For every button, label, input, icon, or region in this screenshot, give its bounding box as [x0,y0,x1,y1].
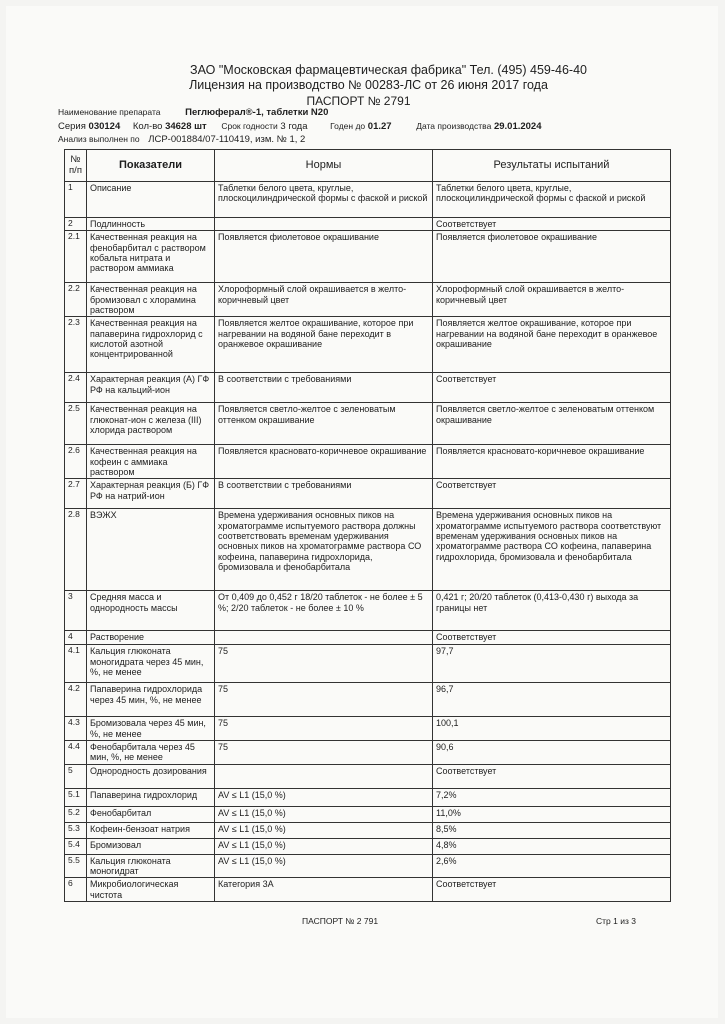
row-result: 97,7 [433,645,671,683]
row-number: 2.3 [65,317,87,373]
valid-until-value: 01.27 [367,121,392,132]
row-result: 7,2% [433,788,671,806]
analysis-label: Анализ выполнен по [58,134,140,144]
row-indicator: Папаверина гидрохлорид [87,788,215,806]
table-row [65,764,671,788]
row-norm: Таблетки белого цвета, круглые, плоскоцилиндрической формы с фаской и риской [215,182,433,218]
table-row [65,445,671,479]
row-number: 4.3 [65,717,87,741]
table-row [65,182,671,218]
document-sheet [6,6,718,1018]
row-indicator: Папаверина гидрохлорида через 45 мин, %, не менее [87,683,215,717]
analysis-value: ЛСР-001884/07-110419, изм. № 1, 2 [148,134,306,145]
row-indicator: Качественная реакция на фенобарбитал с раствором кобальта нитрата и раствором аммиака [87,231,215,283]
company-line: ЗАО "Московская фармацевтическая фабрика" Тел. (495) 459-46-40 [190,63,587,77]
row-result: Появляется светло-желтое с зеленоватым оттенком окрашивание [433,403,671,445]
row-indicator: Характерная реакция (А) ГФ РФ на кальций-ион [87,373,215,403]
passport-title: ПАСПОРТ № 2791 [306,94,411,108]
row-result: Соответствует [433,878,671,902]
valid-until-label: Годен до [330,121,366,131]
row-norm: От 0,409 до 0,452 г 18/20 таблеток - не более ± 5 %; 2/20 таблеток - не более ± 10 % [215,591,433,631]
row-norm: AV ≤ L1 (15,0 %) [215,838,433,854]
row-number: 4 [65,631,87,645]
row-number: 5.1 [65,788,87,806]
row-norm: AV ≤ L1 (15,0 %) [215,806,433,822]
row-number: 2.4 [65,373,87,403]
table-row [65,283,671,317]
row-number: 4.2 [65,683,87,717]
header-number: № п/п [65,150,87,182]
table-row [65,218,671,231]
row-result: 100,1 [433,717,671,741]
row-result: Соответствует [433,373,671,403]
table-row [65,631,671,645]
row-norm: Времена удерживания основных пиков на хроматограмме испытуемого раствора должны соответствовать временам удерживания основных пиков на хроматограмме раствора СО кофеина, папаверина гидрохлорида, бромизовала и фенобарбитала [215,509,433,591]
row-result: 11,0% [433,806,671,822]
drug-name-row [58,107,328,118]
table-header-row [65,150,671,182]
row-number: 1 [65,182,87,218]
row-indicator: Описание [87,182,215,218]
row-indicator: Качественная реакция на кофеин с аммиака раствором [87,445,215,479]
row-indicator: Качественная реакция на глюконат-ион с железа (III) хлорида раствором [87,403,215,445]
row-result: Появляется фиолетовое окрашивание [433,231,671,283]
quantity-value: 34628 шт [165,121,207,132]
analysis-row [58,134,305,145]
table-row [65,854,671,878]
row-result: Времена удерживания основных пиков на хроматограмме испытуемого раствора соответствуют временам удерживания основных пиков на хроматограмме раствора СО кофеина, папаверина гидрохлорида, бромизовала и фенобарбитала [433,509,671,591]
row-number: 4.4 [65,741,87,765]
row-indicator: Бромизовал [87,838,215,854]
row-number: 2.6 [65,445,87,479]
license-line: Лицензия на производство № 00283-ЛС от 26 июня 2017 года [189,78,548,92]
table-row [65,317,671,373]
row-number: 2.1 [65,231,87,283]
row-norm: 75 [215,683,433,717]
table-row [65,403,671,445]
row-indicator: Микробиологическая чистота [87,878,215,902]
table-row [65,838,671,854]
row-result: 0,421 г; 20/20 таблеток (0,413-0,430 г) выхода за границы нет [433,591,671,631]
row-number: 2.2 [65,283,87,317]
row-indicator: Фенобарбитал [87,806,215,822]
row-result: Соответствует [433,764,671,788]
row-result: 8,5% [433,822,671,838]
series-label: Серия [58,121,86,132]
table-row [65,509,671,591]
table-row [65,683,671,717]
shelf-life-value: 3 года [280,121,308,132]
row-indicator: Средняя масса и однородность массы [87,591,215,631]
row-indicator: Подлинность [87,218,215,231]
header-norms: Нормы [215,150,433,182]
header-indicators: Показатели [87,150,215,182]
row-norm: Хлороформный слой окрашивается в желто-коричневый цвет [215,283,433,317]
test-results-table [64,149,671,902]
table-row [65,878,671,902]
row-norm [215,764,433,788]
row-result: 4,8% [433,838,671,854]
row-number: 5.2 [65,806,87,822]
row-result: Появляется желтое окрашивание, которое при нагревании на водяной бане переходит в оранжевое окрашивание [433,317,671,373]
production-date-label: Дата производства [416,121,492,131]
series-row [58,121,542,132]
row-indicator: Бромизовала через 45 мин, %, не менее [87,717,215,741]
row-norm: В соответствии с требованиями [215,479,433,509]
row-number: 2.5 [65,403,87,445]
production-date-value: 29.01.2024 [493,121,542,132]
row-norm: 75 [215,645,433,683]
row-norm [215,631,433,645]
table-row [65,741,671,765]
row-norm: Категория 3А [215,878,433,902]
row-indicator: Однородность дозирования [87,764,215,788]
header-results: Результаты испытаний [433,150,671,182]
row-norm: Появляется красновато-коричневое окрашивание [215,445,433,479]
row-norm: Появляется фиолетовое окрашивание [215,231,433,283]
row-result: 2,6% [433,854,671,878]
row-result: 90,6 [433,741,671,765]
table-row [65,231,671,283]
row-result: 96,7 [433,683,671,717]
row-result: Соответствует [433,631,671,645]
drug-name-value: Пеглюферал®-1, таблетки N20 [185,107,329,118]
row-norm: В соответствии с требованиями [215,373,433,403]
table-row [65,591,671,631]
row-indicator: ВЭЖХ [87,509,215,591]
row-result: Соответствует [433,479,671,509]
row-number: 4.1 [65,645,87,683]
row-norm: AV ≤ L1 (15,0 %) [215,854,433,878]
row-indicator: Качественная реакция на бромизовал с хлорамина раствором [87,283,215,317]
row-indicator: Кофеин-бензоат натрия [87,822,215,838]
shelf-life-label: Срок годности [221,121,278,131]
footer-passport: ПАСПОРТ № 2 791 [302,916,379,926]
table-row [65,645,671,683]
table-row [65,822,671,838]
row-indicator: Характерная реакция (Б) ГФ РФ на натрий-ион [87,479,215,509]
row-number: 5.5 [65,854,87,878]
row-result: Появляется красновато-коричневое окрашивание [433,445,671,479]
table-body [65,182,671,902]
row-norm [215,218,433,231]
row-number: 2.7 [65,479,87,509]
row-norm: Появляется светло-желтое с зеленоватым оттенком окрашивание [215,403,433,445]
row-result: Таблетки белого цвета, круглые, плоскоцилиндрической формы с фаской и риской [433,182,671,218]
row-indicator: Фенобарбитала через 45 мин, %, не менее [87,741,215,765]
row-norm: AV ≤ L1 (15,0 %) [215,822,433,838]
footer-page-number: Стр 1 из 3 [596,916,636,926]
table-row [65,479,671,509]
table-row [65,373,671,403]
row-indicator: Кальция глюконата моногидрата через 45 мин, %, не менее [87,645,215,683]
row-number: 2.8 [65,509,87,591]
row-number: 5.3 [65,822,87,838]
series-value: 030124 [88,121,121,132]
row-result: Хлороформный слой окрашивается в желто-коричневый цвет [433,283,671,317]
row-indicator: Растворение [87,631,215,645]
row-indicator: Качественная реакция на папаверина гидрохлорид с кислотой азотной концентрированной [87,317,215,373]
row-number: 5 [65,764,87,788]
row-number: 3 [65,591,87,631]
row-indicator: Кальция глюконата моногидрат [87,854,215,878]
row-number: 2 [65,218,87,231]
row-norm: AV ≤ L1 (15,0 %) [215,788,433,806]
table-row [65,717,671,741]
row-norm: Появляется желтое окрашивание, которое при нагревании на водяной бане переходит в оранжевое окрашивание [215,317,433,373]
drug-name-label: Наименование препарата [58,107,161,117]
table-row [65,806,671,822]
row-norm: 75 [215,741,433,765]
quantity-label: Кол-во [132,121,163,132]
row-norm: 75 [215,717,433,741]
row-result: Соответствует [433,218,671,231]
table-row [65,788,671,806]
row-number: 5.4 [65,838,87,854]
row-number: 6 [65,878,87,902]
